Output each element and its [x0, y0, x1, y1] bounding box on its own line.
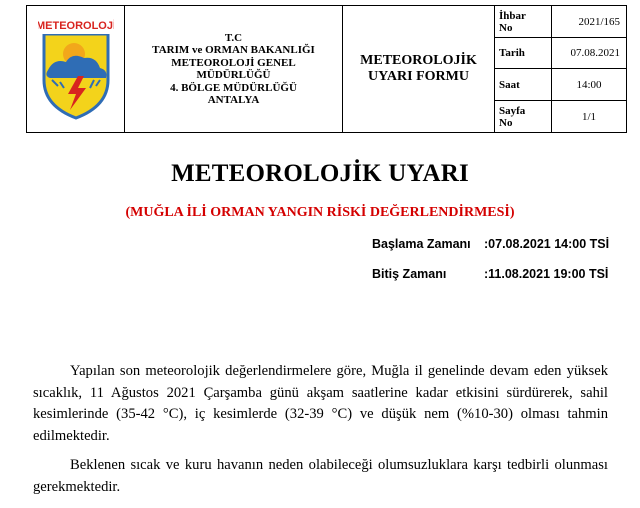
- advice-paragraph: Beklenen sıcak ve kuru havanın neden olabileceği olumsuzluklara karşı tedbirli olunması gerekmektedir.: [33, 457, 608, 495]
- org-line: METEOROLOJİ GENEL: [171, 56, 296, 69]
- organization-cell: [125, 6, 343, 133]
- form-title-line: UYARI FORMU: [368, 69, 469, 84]
- start-time-row: [372, 237, 609, 251]
- org-line: ANTALYA: [207, 94, 260, 106]
- header-table: [26, 5, 627, 133]
- start-time-value: :07.08.2021 14:00 TSİ: [484, 237, 610, 251]
- document-title: METEOROLOJİK UYARI: [171, 160, 469, 187]
- logo-cell: [27, 6, 125, 133]
- ihbar-no-label: İhbar No: [495, 6, 552, 38]
- saat-label: Saat: [495, 69, 552, 101]
- end-time-label: Bitiş Zamanı: [372, 267, 447, 281]
- start-time-label: Başlama Zamanı: [372, 237, 471, 251]
- meteoroloji-logo: [38, 14, 114, 120]
- form-title-line: METEOROLOJİK: [360, 53, 477, 68]
- document-subtitle: (MUĞLA İLİ ORMAN YANGIN RİSKİ DEĞERLENDİRMESİ): [125, 205, 515, 220]
- sayfa-no-value: 1/1: [552, 101, 627, 133]
- end-time-row: [372, 267, 608, 281]
- org-line: 4. BÖLGE MÜDÜRLÜĞÜ: [170, 81, 297, 94]
- org-line: MÜDÜRLÜĞÜ: [196, 69, 271, 81]
- org-line: T.C: [224, 31, 243, 44]
- saat-value: 14:00: [552, 69, 627, 101]
- org-line: TARIM ve ORMAN BAKANLIĞI: [152, 44, 315, 56]
- form-title-cell: [343, 6, 495, 133]
- logo-text: METEOROLOJİ: [37, 19, 114, 32]
- warning-paragraph: Yapılan son meteorolojik değerlendirmelere göre, Muğla il genelinde devam eden yüksek sıcaklık, 11 Ağustos 2021 Çarşamba günü akşam saatlerine kadar etkisini sürdürerek, sahil kesimlerinde (35-42 °C), iç kesimlerde (32-39 °C) ve düşük nem (%10-30) olması tahmin edilmektedir.: [33, 363, 608, 444]
- ihbar-no-value: 2021/165: [552, 6, 627, 38]
- tarih-value: 07.08.2021: [552, 38, 627, 69]
- tarih-label: Tarih: [495, 38, 552, 69]
- end-time-value: :11.08.2021 19:00 TSİ: [484, 267, 609, 281]
- sayfa-no-label: Sayfa No: [495, 101, 552, 133]
